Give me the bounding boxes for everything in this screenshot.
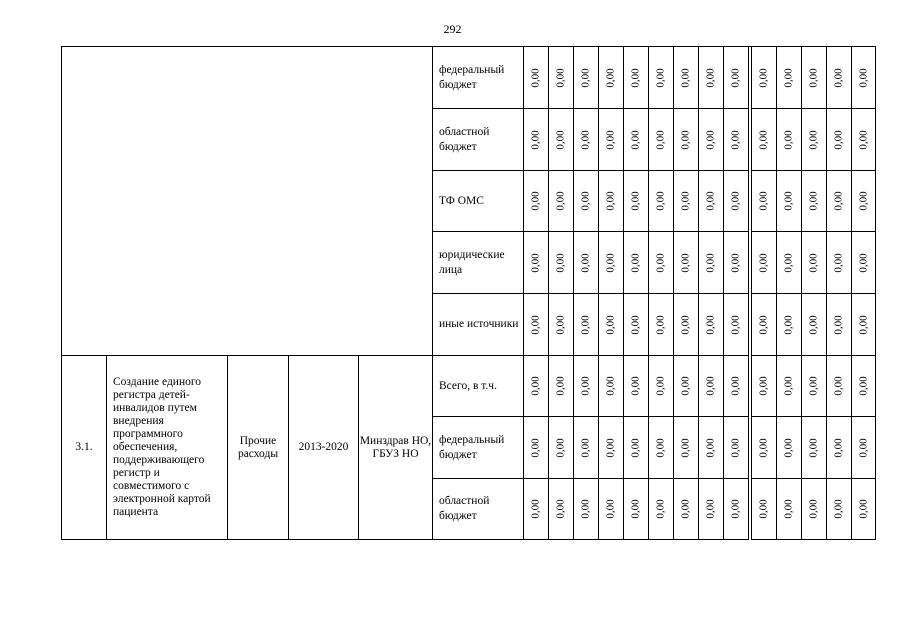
value-text: 0,00 <box>758 191 770 211</box>
value-text: 0,00 <box>530 499 542 519</box>
value-text: 0,00 <box>857 499 870 519</box>
value-cell <box>524 356 549 417</box>
value-text: 0,00 <box>555 314 567 335</box>
value-text: 0,00 <box>730 376 742 396</box>
value-cell <box>777 294 802 356</box>
value-text: 0,00 <box>705 129 717 150</box>
value-cell <box>827 294 852 356</box>
value-text: 0,00 <box>530 376 542 396</box>
value-cell <box>599 479 624 540</box>
value-cell <box>827 232 852 294</box>
value-cell <box>624 417 649 479</box>
value-cell <box>852 356 876 417</box>
value-cell <box>524 417 549 479</box>
merged-blank-cell <box>62 47 433 356</box>
value-cell <box>674 356 699 417</box>
value-cell <box>724 356 749 417</box>
source-total: Всего, в т.ч. <box>433 356 524 417</box>
value-cell <box>852 232 876 294</box>
value-cell <box>599 417 624 479</box>
value-cell <box>752 171 777 232</box>
value-text: 0,00 <box>680 191 692 211</box>
value-text: 0,00 <box>857 314 870 335</box>
value-text: 0,00 <box>758 67 770 88</box>
value-text: 0,00 <box>808 437 820 458</box>
value-cell <box>674 294 699 356</box>
value-cell <box>649 294 674 356</box>
value-text: 0,00 <box>605 191 617 211</box>
value-cell <box>574 232 599 294</box>
value-text: 0,00 <box>758 252 770 273</box>
value-cell <box>752 109 777 171</box>
expense-type: Прочие расходы <box>228 356 289 540</box>
value-text: 0,00 <box>758 437 770 458</box>
value-text: 0,00 <box>857 437 870 458</box>
value-cell <box>852 171 876 232</box>
value-cell <box>777 356 802 417</box>
value-cell <box>802 47 827 109</box>
value-text: 0,00 <box>705 314 717 335</box>
value-cell <box>827 109 852 171</box>
value-cell <box>674 232 699 294</box>
source-federal-continued: федеральный бюджет <box>433 47 524 109</box>
value-cell <box>802 356 827 417</box>
value-text: 0,00 <box>730 129 742 150</box>
value-text: 0,00 <box>705 191 717 211</box>
value-cell <box>674 171 699 232</box>
value-cell <box>624 171 649 232</box>
value-text: 0,00 <box>605 129 617 150</box>
value-cell <box>524 47 549 109</box>
value-cell <box>777 417 802 479</box>
value-text: 0,00 <box>630 67 642 88</box>
value-cell <box>752 232 777 294</box>
source-legal-entities-continued: юридические лица <box>433 232 524 294</box>
value-text: 0,00 <box>680 376 692 396</box>
value-text: 0,00 <box>555 191 567 211</box>
value-cell <box>599 47 624 109</box>
value-cell <box>574 171 599 232</box>
value-text: 0,00 <box>655 376 667 396</box>
value-cell <box>724 171 749 232</box>
value-text: 0,00 <box>833 252 845 273</box>
measure-name: Создание единого регистра детей-инвалидов путем внедрения программного обеспечения, поддерживающего регистр и совместимого с электронной картой пациента <box>107 356 228 540</box>
value-text: 0,00 <box>630 191 642 211</box>
value-text: 0,00 <box>580 314 592 335</box>
value-cell <box>549 109 574 171</box>
value-text: 0,00 <box>857 376 870 396</box>
value-cell <box>752 47 777 109</box>
value-text: 0,00 <box>758 376 770 396</box>
value-cell <box>827 356 852 417</box>
value-text: 0,00 <box>730 191 742 211</box>
value-cell <box>752 294 777 356</box>
value-text: 0,00 <box>555 129 567 150</box>
executor: Минздрав НО, ГБУЗ НО <box>359 356 433 540</box>
value-text: 0,00 <box>783 252 795 273</box>
value-text: 0,00 <box>808 376 820 396</box>
value-cell <box>549 47 574 109</box>
value-text: 0,00 <box>655 314 667 335</box>
value-text: 0,00 <box>580 67 592 88</box>
value-cell <box>549 356 574 417</box>
source-federal: федеральный бюджет <box>433 417 524 479</box>
value-text: 0,00 <box>783 437 795 458</box>
value-text: 0,00 <box>680 437 692 458</box>
value-text: 0,00 <box>730 314 742 335</box>
value-text: 0,00 <box>833 499 845 519</box>
value-cell <box>624 356 649 417</box>
value-text: 0,00 <box>555 67 567 88</box>
row-index: 3.1. <box>62 356 107 540</box>
value-text: 0,00 <box>655 129 667 150</box>
value-cell <box>724 232 749 294</box>
source-tfoms-continued: ТФ ОМС <box>433 171 524 232</box>
value-cell <box>777 171 802 232</box>
value-cell <box>802 232 827 294</box>
value-cell <box>599 356 624 417</box>
value-text: 0,00 <box>758 499 770 519</box>
value-cell <box>724 417 749 479</box>
value-cell <box>724 479 749 540</box>
value-text: 0,00 <box>783 67 795 88</box>
value-cell <box>674 479 699 540</box>
value-cell <box>752 479 777 540</box>
value-cell <box>549 294 574 356</box>
value-text: 0,00 <box>655 437 667 458</box>
value-text: 0,00 <box>705 67 717 88</box>
value-cell <box>549 417 574 479</box>
value-text: 0,00 <box>530 314 542 335</box>
budget-table-left <box>61 46 752 540</box>
value-cell <box>699 171 724 232</box>
value-text: 0,00 <box>630 314 642 335</box>
value-cell <box>699 417 724 479</box>
value-cell <box>802 171 827 232</box>
value-text: 0,00 <box>833 191 845 211</box>
value-cell <box>724 294 749 356</box>
value-cell <box>724 109 749 171</box>
value-cell <box>624 47 649 109</box>
value-text: 0,00 <box>833 437 845 458</box>
value-cell <box>574 479 599 540</box>
value-text: 0,00 <box>705 499 717 519</box>
value-cell <box>852 294 876 356</box>
value-text: 0,00 <box>730 437 742 458</box>
value-cell <box>827 479 852 540</box>
value-text: 0,00 <box>680 499 692 519</box>
value-cell <box>649 232 674 294</box>
value-cell <box>777 47 802 109</box>
value-cell <box>649 479 674 540</box>
value-cell <box>599 109 624 171</box>
value-cell <box>599 232 624 294</box>
value-text: 0,00 <box>530 67 542 88</box>
value-text: 0,00 <box>833 67 845 88</box>
period: 2013-2020 <box>289 356 359 540</box>
value-text: 0,00 <box>705 376 717 396</box>
value-cell <box>524 479 549 540</box>
value-cell <box>649 109 674 171</box>
value-cell <box>852 479 876 540</box>
value-text: 0,00 <box>680 129 692 150</box>
value-text: 0,00 <box>580 191 592 211</box>
value-cell <box>699 294 724 356</box>
value-text: 0,00 <box>655 191 667 211</box>
value-cell <box>574 294 599 356</box>
value-cell <box>624 109 649 171</box>
value-cell <box>524 109 549 171</box>
value-cell <box>699 109 724 171</box>
value-cell <box>699 47 724 109</box>
value-cell <box>574 109 599 171</box>
value-text: 0,00 <box>705 437 717 458</box>
value-text: 0,00 <box>808 499 820 519</box>
value-cell <box>802 417 827 479</box>
value-cell <box>624 232 649 294</box>
value-text: 0,00 <box>783 376 795 396</box>
value-cell <box>574 417 599 479</box>
value-cell <box>574 47 599 109</box>
value-cell <box>752 417 777 479</box>
value-text: 0,00 <box>680 252 692 273</box>
value-text: 0,00 <box>555 376 567 396</box>
page-number: 292 <box>443 22 462 36</box>
value-cell <box>699 356 724 417</box>
value-text: 0,00 <box>555 437 567 458</box>
value-cell <box>699 232 724 294</box>
value-cell <box>852 109 876 171</box>
value-cell <box>699 479 724 540</box>
value-cell <box>674 109 699 171</box>
value-text: 0,00 <box>730 499 742 519</box>
value-text: 0,00 <box>857 191 870 211</box>
value-text: 0,00 <box>857 252 870 273</box>
value-text: 0,00 <box>630 252 642 273</box>
value-cell <box>802 479 827 540</box>
value-text: 0,00 <box>530 252 542 273</box>
value-text: 0,00 <box>833 376 845 396</box>
value-cell <box>827 47 852 109</box>
value-text: 0,00 <box>580 499 592 519</box>
value-text: 0,00 <box>555 252 567 273</box>
value-cell <box>752 356 777 417</box>
value-cell <box>649 356 674 417</box>
value-text: 0,00 <box>605 437 617 458</box>
value-text: 0,00 <box>580 252 592 273</box>
value-text: 0,00 <box>758 314 770 335</box>
value-cell <box>802 294 827 356</box>
value-text: 0,00 <box>630 129 642 150</box>
value-text: 0,00 <box>783 129 795 150</box>
value-cell <box>549 479 574 540</box>
value-cell <box>549 232 574 294</box>
value-cell <box>649 47 674 109</box>
value-text: 0,00 <box>730 67 742 88</box>
value-text: 0,00 <box>605 376 617 396</box>
value-cell <box>624 294 649 356</box>
value-cell <box>777 232 802 294</box>
value-cell <box>852 47 876 109</box>
value-text: 0,00 <box>783 191 795 211</box>
value-text: 0,00 <box>705 252 717 273</box>
value-cell <box>524 171 549 232</box>
value-cell <box>827 171 852 232</box>
value-text: 0,00 <box>808 191 820 211</box>
source-regional: областной бюджет <box>433 479 524 540</box>
value-cell <box>777 109 802 171</box>
value-text: 0,00 <box>857 67 870 88</box>
value-cell <box>599 294 624 356</box>
value-text: 0,00 <box>530 129 542 150</box>
value-cell <box>524 232 549 294</box>
value-text: 0,00 <box>833 314 845 335</box>
value-text: 0,00 <box>630 437 642 458</box>
source-other-continued: иные источники <box>433 294 524 356</box>
value-text: 0,00 <box>605 314 617 335</box>
value-cell <box>852 417 876 479</box>
value-text: 0,00 <box>808 252 820 273</box>
value-text: 0,00 <box>680 314 692 335</box>
value-text: 0,00 <box>605 67 617 88</box>
value-text: 0,00 <box>808 129 820 150</box>
value-text: 0,00 <box>758 129 770 150</box>
value-text: 0,00 <box>530 437 542 458</box>
value-cell <box>724 47 749 109</box>
value-text: 0,00 <box>580 376 592 396</box>
value-text: 0,00 <box>730 252 742 273</box>
value-cell <box>649 171 674 232</box>
value-text: 0,00 <box>680 67 692 88</box>
value-cell <box>549 171 574 232</box>
value-text: 0,00 <box>655 67 667 88</box>
value-cell <box>827 417 852 479</box>
value-text: 0,00 <box>808 314 820 335</box>
value-text: 0,00 <box>655 499 667 519</box>
value-text: 0,00 <box>783 499 795 519</box>
value-text: 0,00 <box>655 252 667 273</box>
value-cell <box>624 479 649 540</box>
value-cell <box>674 417 699 479</box>
value-text: 0,00 <box>857 129 870 150</box>
value-cell <box>674 47 699 109</box>
value-cell <box>777 479 802 540</box>
value-text: 0,00 <box>630 376 642 396</box>
value-text: 0,00 <box>605 252 617 273</box>
source-regional-continued: областной бюджет <box>433 109 524 171</box>
value-text: 0,00 <box>580 437 592 458</box>
value-text: 0,00 <box>605 499 617 519</box>
value-text: 0,00 <box>630 499 642 519</box>
value-cell <box>599 171 624 232</box>
value-cell <box>649 417 674 479</box>
budget-table-right <box>751 46 876 540</box>
value-text: 0,00 <box>555 499 567 519</box>
value-cell <box>802 109 827 171</box>
value-text: 0,00 <box>783 314 795 335</box>
value-cell <box>524 294 549 356</box>
value-text: 0,00 <box>833 129 845 150</box>
value-text: 0,00 <box>808 67 820 88</box>
value-text: 0,00 <box>580 129 592 150</box>
value-text: 0,00 <box>530 191 542 211</box>
value-cell <box>574 356 599 417</box>
